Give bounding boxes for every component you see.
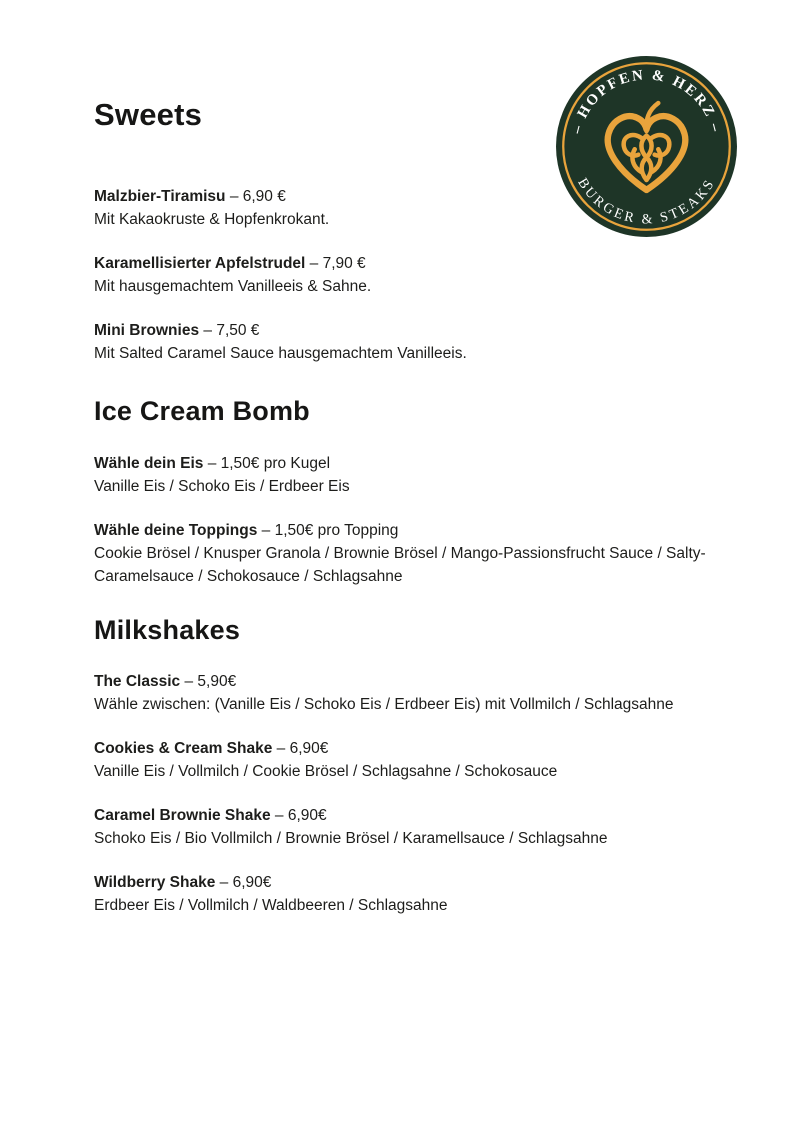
menu-content xyxy=(94,96,744,938)
menu-item xyxy=(94,519,744,588)
logo-top-arc-text: – HOPFEN & HERZ – xyxy=(568,67,725,136)
item-description: Mit hausgemachtem Vanilleeis & Sahne. xyxy=(94,278,372,296)
menu-item xyxy=(94,185,744,231)
item-price: – 5,90€ xyxy=(184,672,237,690)
item-name: Cookies & Cream Shake xyxy=(94,739,273,757)
section-title-milkshakes: Milkshakes xyxy=(94,614,241,645)
item-name: Wähle deine Toppings xyxy=(94,521,258,539)
item-price: – 7,50 € xyxy=(203,322,260,340)
logo-bottom-arc-text: BURGER & STEAKS xyxy=(574,175,719,228)
item-price: – 1,50€ pro Kugel xyxy=(207,454,331,472)
item-description: Wähle zwischen: (Vanille Eis / Schoko Eis / Erdbeer Eis) mit Vollmilch / Schlagsahne xyxy=(94,695,674,713)
menu-item xyxy=(94,252,744,298)
item-description: Schoko Eis / Bio Vollmilch / Brownie Brösel / Karamellsauce / Schlagsahne xyxy=(94,829,608,847)
item-price: – 6,90€ xyxy=(219,873,272,891)
item-description: Vanille Eis / Schoko Eis / Erdbeer Eis xyxy=(94,477,350,495)
item-name: Karamellisierter Apfelstrudel xyxy=(94,255,306,273)
item-name: Wähle dein Eis xyxy=(94,454,204,472)
menu-item xyxy=(94,452,744,498)
item-description: Mit Salted Caramel Sauce hausgemachtem Vanilleeis. xyxy=(94,345,467,363)
item-name: Malzbier-Tiramisu xyxy=(94,188,226,206)
menu-item xyxy=(94,737,744,783)
item-description: Cookie Brösel / Knusper Granola / Brownie Brösel / Mango-Passionsfrucht Sauce / Salty-Caramelsauce / Schokosauce / Schlagsahne xyxy=(94,544,706,585)
item-name: Caramel Brownie Shake xyxy=(94,806,271,824)
menu-item xyxy=(94,319,744,365)
section-title-ice-cream-bomb: Ice Cream Bomb xyxy=(94,396,310,427)
item-name: The Classic xyxy=(94,672,181,690)
item-price: – 1,50€ pro Topping xyxy=(261,521,399,539)
menu-item xyxy=(94,670,744,716)
item-name: Mini Brownies xyxy=(94,322,200,340)
item-description: Mit Kakaokruste & Hopfenkrokant. xyxy=(94,211,330,229)
menu-item xyxy=(94,804,744,850)
section-title-sweets: Sweets xyxy=(94,97,203,132)
item-name: Wildberry Shake xyxy=(94,873,216,891)
item-description: Erdbeer Eis / Vollmilch / Waldbeeren / Schlagsahne xyxy=(94,896,448,914)
menu-item xyxy=(94,871,744,917)
item-description: Vanille Eis / Vollmilch / Cookie Brösel / Schlagsahne / Schokosauce xyxy=(94,762,558,780)
item-price: – 6,90€ xyxy=(276,739,329,757)
item-price: – 6,90 € xyxy=(229,188,286,206)
item-price: – 6,90€ xyxy=(274,806,327,824)
item-price: – 7,90 € xyxy=(309,255,366,273)
